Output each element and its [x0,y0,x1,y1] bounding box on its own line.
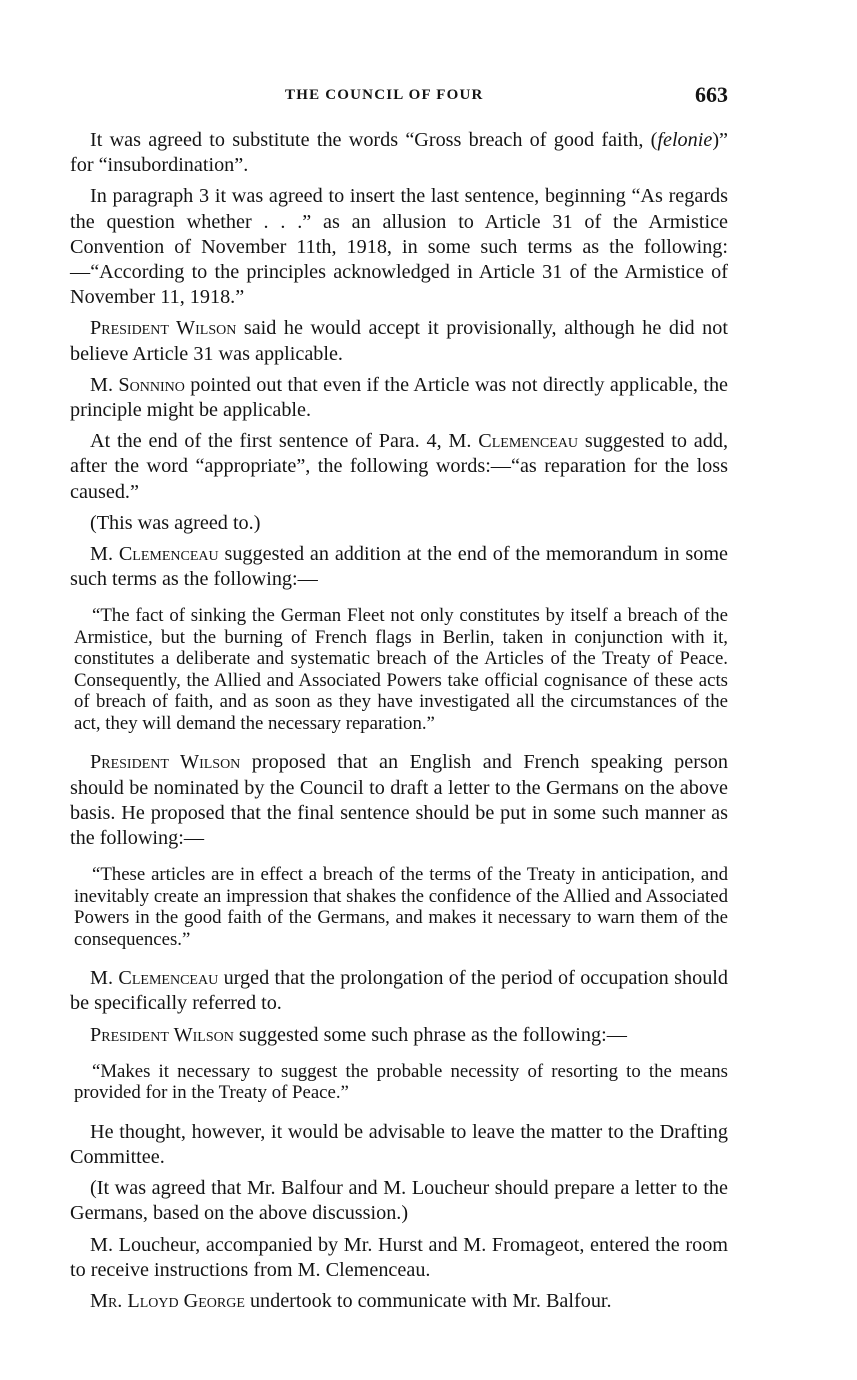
speaker-name: Clemenceau [118,967,219,990]
paragraph: It was agreed to substitute the words “Gross breach of good faith, (felonie)” for “insubordination”. [70,129,728,177]
paragraph: President Wilson suggested some such phrase as the following:— [90,1023,627,1046]
paragraph: In paragraph 3 it was agreed to insert the last sentence, beginning “As regards the question whether . . .” as an allusion to Article 31 of the Armistice Convention of November 11th, 1918, in some such terms as the following:—“According to the principles acknowledged in Article 31 of the Armistice of November 11, 1918.” [70,185,728,309]
paragraph: At the end of the first sentence of Para. 4, M. Clemenceau suggested to add, after the word “appropriate”, the following words:—“as reparation for the loss caused.” [70,430,728,503]
header-title: THE COUNCIL OF FOUR [285,87,484,103]
paragraph: Mr. Lloyd George undertook to communicate with Mr. Balfour. [90,1290,612,1313]
paragraph: M. Loucheur, accompanied by Mr. Hurst and M. Fromageot, entered the room to receive instructions from M. Clemenceau. [70,1233,728,1281]
paragraph: M. Clemenceau urged that the prolongation of the period of occupation should be specifically referred to. [70,967,728,1015]
paragraph: M. Clemenceau suggested an addition at the end of the memorandum in some such terms as the following:— [70,543,728,591]
speaker-name: Sonnino [118,373,185,396]
paragraph: M. Sonnino pointed out that even if the Article was not directly applicable, the principle might be applicable. [70,373,728,422]
body-text [70,128,728,1314]
italic-term: felonie [657,129,713,151]
block-quote: “Makes it necessary to suggest the probable necessity of resorting to the means provided for in the Treaty of Peace.” [74,1060,728,1104]
speaker-name: Clemenceau [478,430,579,453]
block-quote: “The fact of sinking the German Fleet not only constitutes by itself a breach of the Armistice, but the burning of French flags in Berlin, taken in conjunction with it, constitutes a deliberate and systematic breach of the Articles of the Treaty of Peace. Consequently, the Allied and Associated Powers take official cognisance of these acts of breach of faith, and as soon as they have investigated all the circumstances of the act, they will demand the necessary reparation.” [74,605,728,734]
speaker-name: Clemenceau [118,543,219,566]
paragraph: (This was agreed to.) [90,511,261,534]
speaker-name: President Wilson [90,751,241,774]
running-header [70,84,728,112]
speaker-name: President Wilson [90,1023,234,1046]
paragraph: President Wilson said he would accept it provisionally, although he did not believe Article 31 was applicable. [70,317,728,365]
block-quote: “These articles are in effect a breach of the terms of the Treaty in anticipation, and inevitably create an impression that shakes the confidence of the Allied and Associated Powers in the good faith of the Germans, and makes it necessary to warn them of the consequences.” [74,864,728,950]
speaker-name: Mr. Lloyd George [90,1290,245,1313]
paragraph: (It was agreed that Mr. Balfour and M. Loucheur should prepare a letter to the Germans, based on the above discussion.) [70,1177,728,1225]
page-number: 663 [695,82,728,107]
speaker-name: President Wilson [90,317,237,340]
paragraph: He thought, however, it would be advisable to leave the matter to the Drafting Committee. [70,1120,728,1169]
paragraph: President Wilson proposed that an English and French speaking person should be nominated by the Council to draft a letter to the Germans on the above basis. He proposed that the final sentence should be put in some such manner as the following:— [70,751,728,850]
